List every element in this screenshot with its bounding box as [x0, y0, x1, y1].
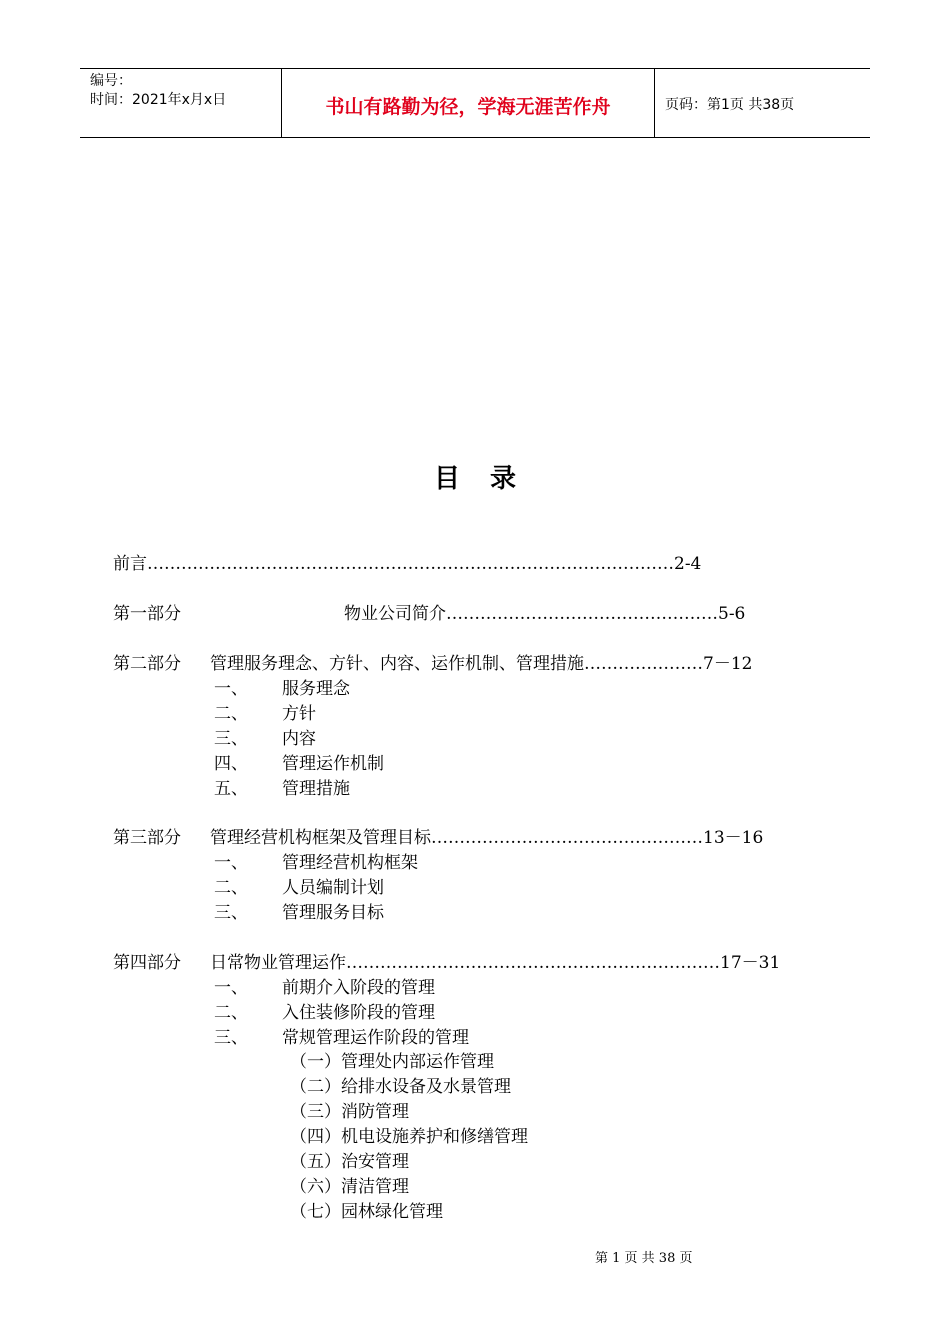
- toc-part1-number: 第一部分: [113, 604, 181, 624]
- toc-item-label: 管理措施: [282, 779, 350, 799]
- toc-subitem: （五）治安管理: [290, 1152, 409, 1172]
- toc-part2-label: 管理服务理念、方针、内容、运作机制、管理措施: [210, 654, 584, 674]
- toc-part1: [344, 603, 745, 625]
- toc-dot-leader: …………………………………………: [431, 828, 703, 848]
- toc-preface: [113, 553, 701, 575]
- toc-item-number: 五、: [214, 779, 248, 799]
- toc-title: 目录: [433, 464, 546, 494]
- toc-item-number: 二、: [214, 704, 248, 724]
- toc-item-label: 常规管理运作阶段的管理: [282, 1028, 469, 1048]
- toc-item-number: 一、: [214, 978, 248, 998]
- toc-item-number: 一、: [214, 679, 248, 699]
- toc-part2-pages: 7－12: [703, 654, 753, 674]
- toc-item-label: 前期介入阶段的管理: [282, 978, 435, 998]
- toc-subitem: （六）清洁管理: [290, 1177, 409, 1197]
- toc-part1-label: 物业公司简介: [344, 604, 446, 624]
- toc-part2: [210, 653, 752, 675]
- toc-item-label: 管理服务目标: [282, 903, 384, 923]
- toc-item-number: 一、: [214, 853, 248, 873]
- toc-preface-label: 前言: [113, 554, 147, 574]
- toc-item-number: 二、: [214, 1003, 248, 1023]
- toc-part4-pages: 17－31: [720, 953, 781, 973]
- toc-item-label: 管理运作机制: [282, 754, 384, 774]
- toc-item-label: 管理经营机构框架: [282, 853, 418, 873]
- toc-item-number: 四、: [214, 754, 248, 774]
- toc-item-label: 方针: [282, 704, 316, 724]
- toc-dot-leader: …………………: [584, 654, 703, 674]
- header-page-info: 页码：第1页 共38页: [665, 97, 795, 113]
- toc-part4-label: 日常物业管理运作: [210, 953, 346, 973]
- toc-subitem: （四）机电设施养护和修缮管理: [290, 1127, 528, 1147]
- toc-part3-pages: 13－16: [703, 828, 764, 848]
- toc-dot-leader: …………………………………………………………………………………: [147, 554, 674, 574]
- page-header: [80, 68, 870, 138]
- toc-preface-pages: 2-4: [674, 554, 702, 574]
- toc-subitem: （一）管理处内部运作管理: [290, 1052, 494, 1072]
- toc-item-label: 人员编制计划: [282, 878, 384, 898]
- page-footer: 第 1 页 共 38 页: [595, 1251, 693, 1266]
- toc-part3: [210, 827, 763, 849]
- toc-item-label: 服务理念: [282, 679, 350, 699]
- toc-item-label: 内容: [282, 729, 316, 749]
- toc-item-number: 三、: [214, 903, 248, 923]
- toc-part3-label: 管理经营机构框架及管理目标: [210, 828, 431, 848]
- time-label: 时间：2021年x月x日: [90, 92, 227, 108]
- header-motto: 书山有路勤为径，学海无涯苦作舟: [282, 69, 655, 137]
- toc-part2-number: 第二部分: [113, 654, 181, 674]
- toc-item-number: 三、: [214, 729, 248, 749]
- toc-subitem: （三）消防管理: [290, 1102, 409, 1122]
- number-label: 编号：: [90, 73, 132, 89]
- toc-part1-pages: 5-6: [718, 604, 746, 624]
- toc-subitem: （二）给排水设备及水景管理: [290, 1077, 511, 1097]
- toc-part3-number: 第三部分: [113, 828, 181, 848]
- toc-dot-leader: …………………………………………………………: [346, 953, 720, 973]
- toc-part4-number: 第四部分: [113, 953, 181, 973]
- toc-item-number: 三、: [214, 1028, 248, 1048]
- toc-item-number: 二、: [214, 878, 248, 898]
- header-left-cell: [80, 69, 282, 137]
- toc-dot-leader: …………………………………………: [446, 604, 718, 624]
- toc-subitem: （七）园林绿化管理: [290, 1202, 443, 1222]
- toc-item-label: 入住装修阶段的管理: [282, 1003, 435, 1023]
- toc-part4: [210, 952, 780, 974]
